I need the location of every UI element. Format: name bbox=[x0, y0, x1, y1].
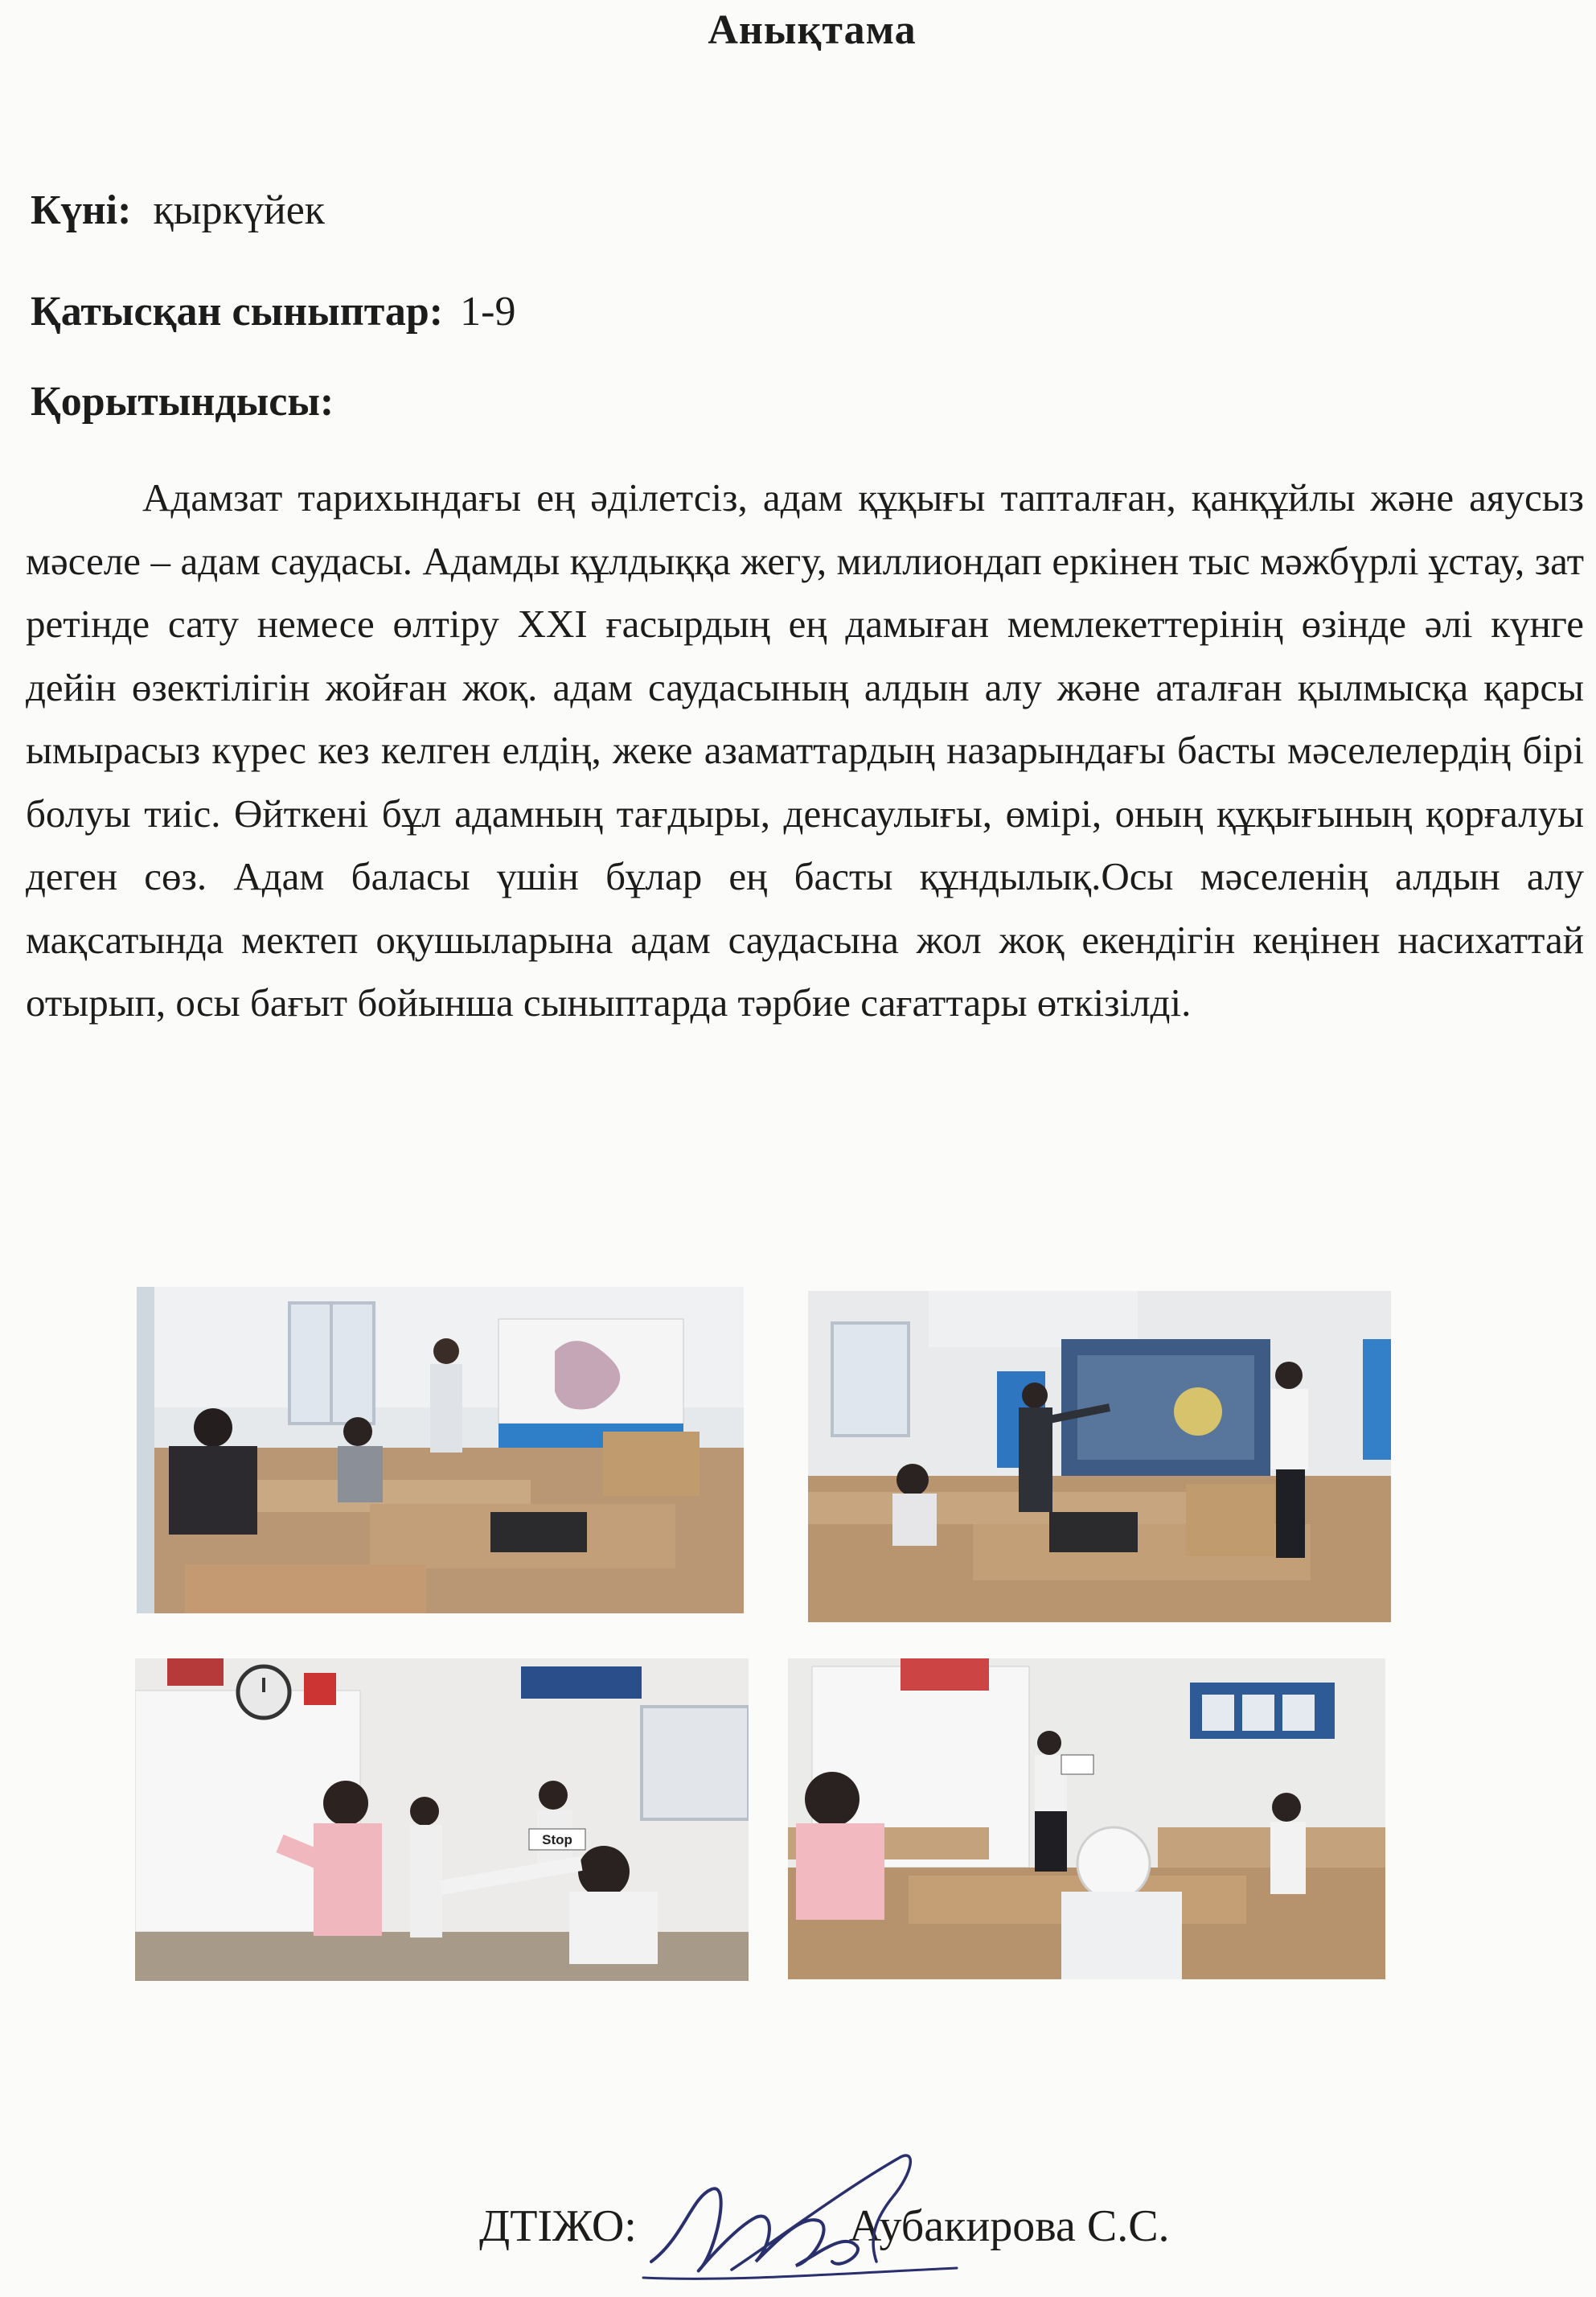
classes-label: Қатысқан сыныптар: bbox=[31, 289, 444, 335]
classes-value: 1-9 bbox=[460, 289, 516, 335]
classroom-photo-3 bbox=[135, 1658, 749, 1981]
signature-role: ДТІЖО: bbox=[479, 2201, 637, 2251]
classes-field bbox=[31, 288, 515, 335]
date-label: Күні: bbox=[31, 187, 132, 233]
signatory-name: Аубакирова С.С. bbox=[848, 2201, 1170, 2251]
result-field bbox=[31, 378, 334, 425]
classroom-photo-2 bbox=[808, 1291, 1391, 1622]
document-title: Анықтама bbox=[708, 7, 917, 53]
classroom-photo-1 bbox=[137, 1287, 744, 1613]
classroom-photo-4 bbox=[788, 1658, 1385, 1979]
handwritten-signature bbox=[635, 2141, 973, 2294]
date-value: қыркүйек bbox=[153, 187, 326, 233]
stop-sign-text: Stop bbox=[542, 1832, 572, 1847]
date-field bbox=[31, 187, 325, 234]
body-paragraph: Адамзат тарихындағы ең әділетсіз, адам құқығы тапталған, қанқұйлы және аяусыз мәселе – адам саудасы. Адамды құлдыққа жегу, миллиондап еркінен тыс мәжбүрлі ұстау, зат ретінде сату немесе өлтіру XXI ғасырдың ең дамыған мемлекеттерінің өзінде әлі күнге дейін өзектілігін жойған жоқ. адам саудасының алдын алу және аталған қылмысқа қарсы ымырасыз күрес кез келген елдің, жеке азаматтардың назарындағы басты мәселелердің бірі болуы тиіс. Өйткені бұл адамның тағдыры, денсаулығы, өмірі, оның құқығының қорғалуы деген сөз. Адам баласы үшін бұлар ең басты құндылық.Осы мәселенің алдын алу мақсатында мектеп оқушыларына адам саудасына жол жоқ екендігін кеңінен насихаттай отырып, осы бағыт бойынша сыныптарда тәрбие сағаттары өткізілді. bbox=[26, 475, 1584, 1025]
result-label: Қорытындысы: bbox=[31, 379, 334, 425]
